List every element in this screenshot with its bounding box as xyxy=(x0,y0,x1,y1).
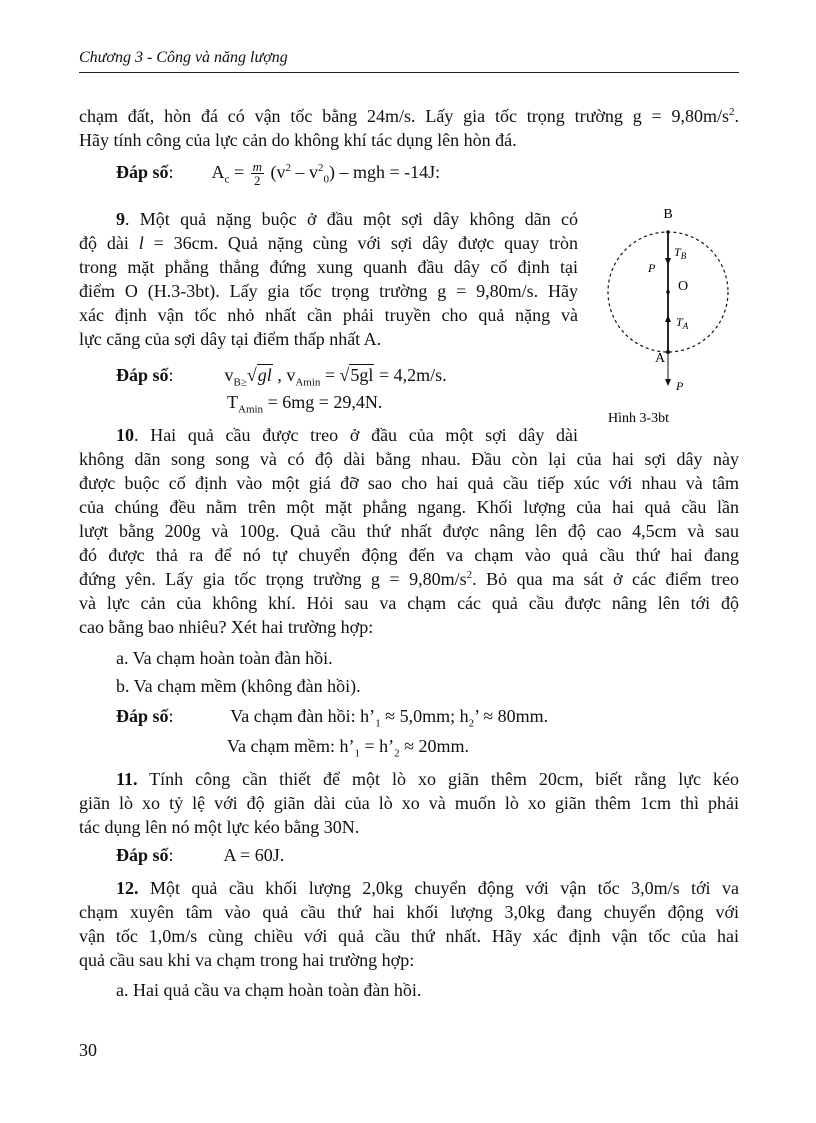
p9-line-4: điểm O (H.3-3bt). Lấy gia tốc trọng trường g = 9,80m/s. Hãy xyxy=(79,281,578,301)
point-A xyxy=(666,350,670,354)
p10-line-1: 10. Hai quả cầu được treo ở đầu của một sợi dây dài xyxy=(116,425,578,445)
p11-answer: Đáp số: A = 60J. xyxy=(116,845,285,865)
page-number: 30 xyxy=(79,1040,97,1060)
p9-line-6: lực căng của sợi dây tại điểm thấp nhất A. xyxy=(79,329,382,349)
p12-line-4: quả cầu sau khi va chạm trong hai trường hợp: xyxy=(79,950,415,970)
p10-line-9: cao bằng bao nhiêu? Xét hai trường hợp: xyxy=(79,617,374,637)
p10-answer-1: Đáp số: Va chạm đàn hồi: $h’_1 \approx 5,0mm$; $h_2$’ ≈ 80mm. xyxy=(116,706,549,730)
p10-line-6: đó được thả ra để nó tự chuyển động đến va chạm vào quả cầu thứ hai đang xyxy=(79,545,739,565)
label-P-top: P xyxy=(648,261,656,275)
p11-line-2: giãn lò xo tỷ lệ với độ giãn dài của lò xo và muốn lò xo giãn thêm 1cm thì phải xyxy=(79,793,739,813)
p11-line-1: 11. Tính công cần thiết để một lò xo giãn thêm 20cm, biết rằng lực kéo xyxy=(116,769,739,789)
p12-line-1: 12. Một quả cầu khối lượng 2,0kg chuyển động với vận tốc 3,0m/s tới va xyxy=(116,878,739,898)
p9-answer-1: Đáp số: $v_{B\ge}√gl$ , $v_{Amin} = √5gl = 4,2m/s$. xyxy=(116,365,447,389)
p10-line-4: của chúng đều nằm trên một mặt phẳng ngang. Khối lượng của hai quả cầu lần xyxy=(79,497,739,517)
figure-caption: Hình 3-3bt xyxy=(608,411,670,426)
p10-line-3: được buộc cố định vào một giá đỡ sao cho hai quả cầu tiếp xúc với nhau và tâm xyxy=(79,473,739,493)
intro-answer: Đáp số: $A_c$ = $\frac{m}{2}$ $(v^2 - v^2_0)$ – mgh = -14J: xyxy=(116,159,441,189)
label-TB: $T_B$ xyxy=(674,245,687,261)
point-B xyxy=(666,230,670,234)
p10-line-7: đứng yên. Lấy gia tốc trọng trường $g = 9,80m/s^2$. Bỏ qua ma sát ở các điểm treo xyxy=(79,569,739,589)
p10-answer-2: Va chạm mềm: $h’_1$ = $h’_2 \approx 20mm$. xyxy=(227,736,470,760)
header-rule xyxy=(79,72,739,73)
point-O xyxy=(666,290,670,294)
p11-line-3: tác dụng lên nó một lực kéo bằng 30N. xyxy=(79,817,360,837)
p10-line-8: và lực cản của không khí. Hỏi sau va chạm các quả cầu được nâng lên tới độ xyxy=(79,593,739,613)
chapter-header: Chương 3 - Công và năng lượng xyxy=(79,49,288,66)
p10-line-5: lượt bằng 200g và 100g. Quả cầu thứ nhất được nâng lên độ cao 4,5cm và sau xyxy=(79,521,739,541)
p12-line-2: chạm xuyên tâm vào quả cầu thứ hai khối lượng 3,0kg đang chuyển động với xyxy=(79,902,739,922)
p10-case-b: b. Va chạm mềm (không đàn hồi). xyxy=(116,676,361,696)
p9-answer-2: $T_{Amin} = 6mg = 29,4N$. xyxy=(227,392,383,416)
figure-3-3bt xyxy=(600,200,750,440)
fraction: $\frac{m}{2}$ xyxy=(252,159,262,189)
label-O: O xyxy=(678,279,689,294)
p12-line-3: vận tốc 1,0m/s cùng chiều với quả cầu thứ nhất. Hãy xác định vận tốc của hai xyxy=(79,926,739,946)
p9-line-5: xác định vận tốc nhỏ nhất cần phải truyền cho quả nặng và xyxy=(79,305,578,325)
p10-case-a: a. Va chạm hoàn toàn đàn hồi. xyxy=(116,648,333,668)
intro-line-2: Hãy tính công của lực cản do không khí tác dụng lên hòn đá. xyxy=(79,130,517,150)
label-A: A xyxy=(655,351,666,366)
p9-line-2: độ dài l = 36cm. Quả nặng cùng với sợi dây được quay tròn xyxy=(79,233,578,253)
p10-line-2: không dãn song song và có độ dài bằng nhau. Đầu còn lại của hai sợi dây này xyxy=(79,449,739,469)
p12-case-a: a. Hai quả cầu va chạm hoàn toàn đàn hồi. xyxy=(116,980,422,1000)
label-P-bottom: P xyxy=(676,379,684,393)
intro-line-1: chạm đất, hòn đá có vận tốc bằng 24m/s. Lấy gia tốc trọng trường $g = 9,80m/s^2$. xyxy=(79,106,739,126)
label-TA: $T_A$ xyxy=(676,315,689,331)
p9-line-3: trong mặt phẳng thẳng đứng xung quanh đầu dây cố định tại xyxy=(79,257,578,277)
label-B: B xyxy=(663,207,673,222)
p9-line-1: 9. Một quả nặng buộc ở đầu một sợi dây không dãn có xyxy=(116,209,578,229)
